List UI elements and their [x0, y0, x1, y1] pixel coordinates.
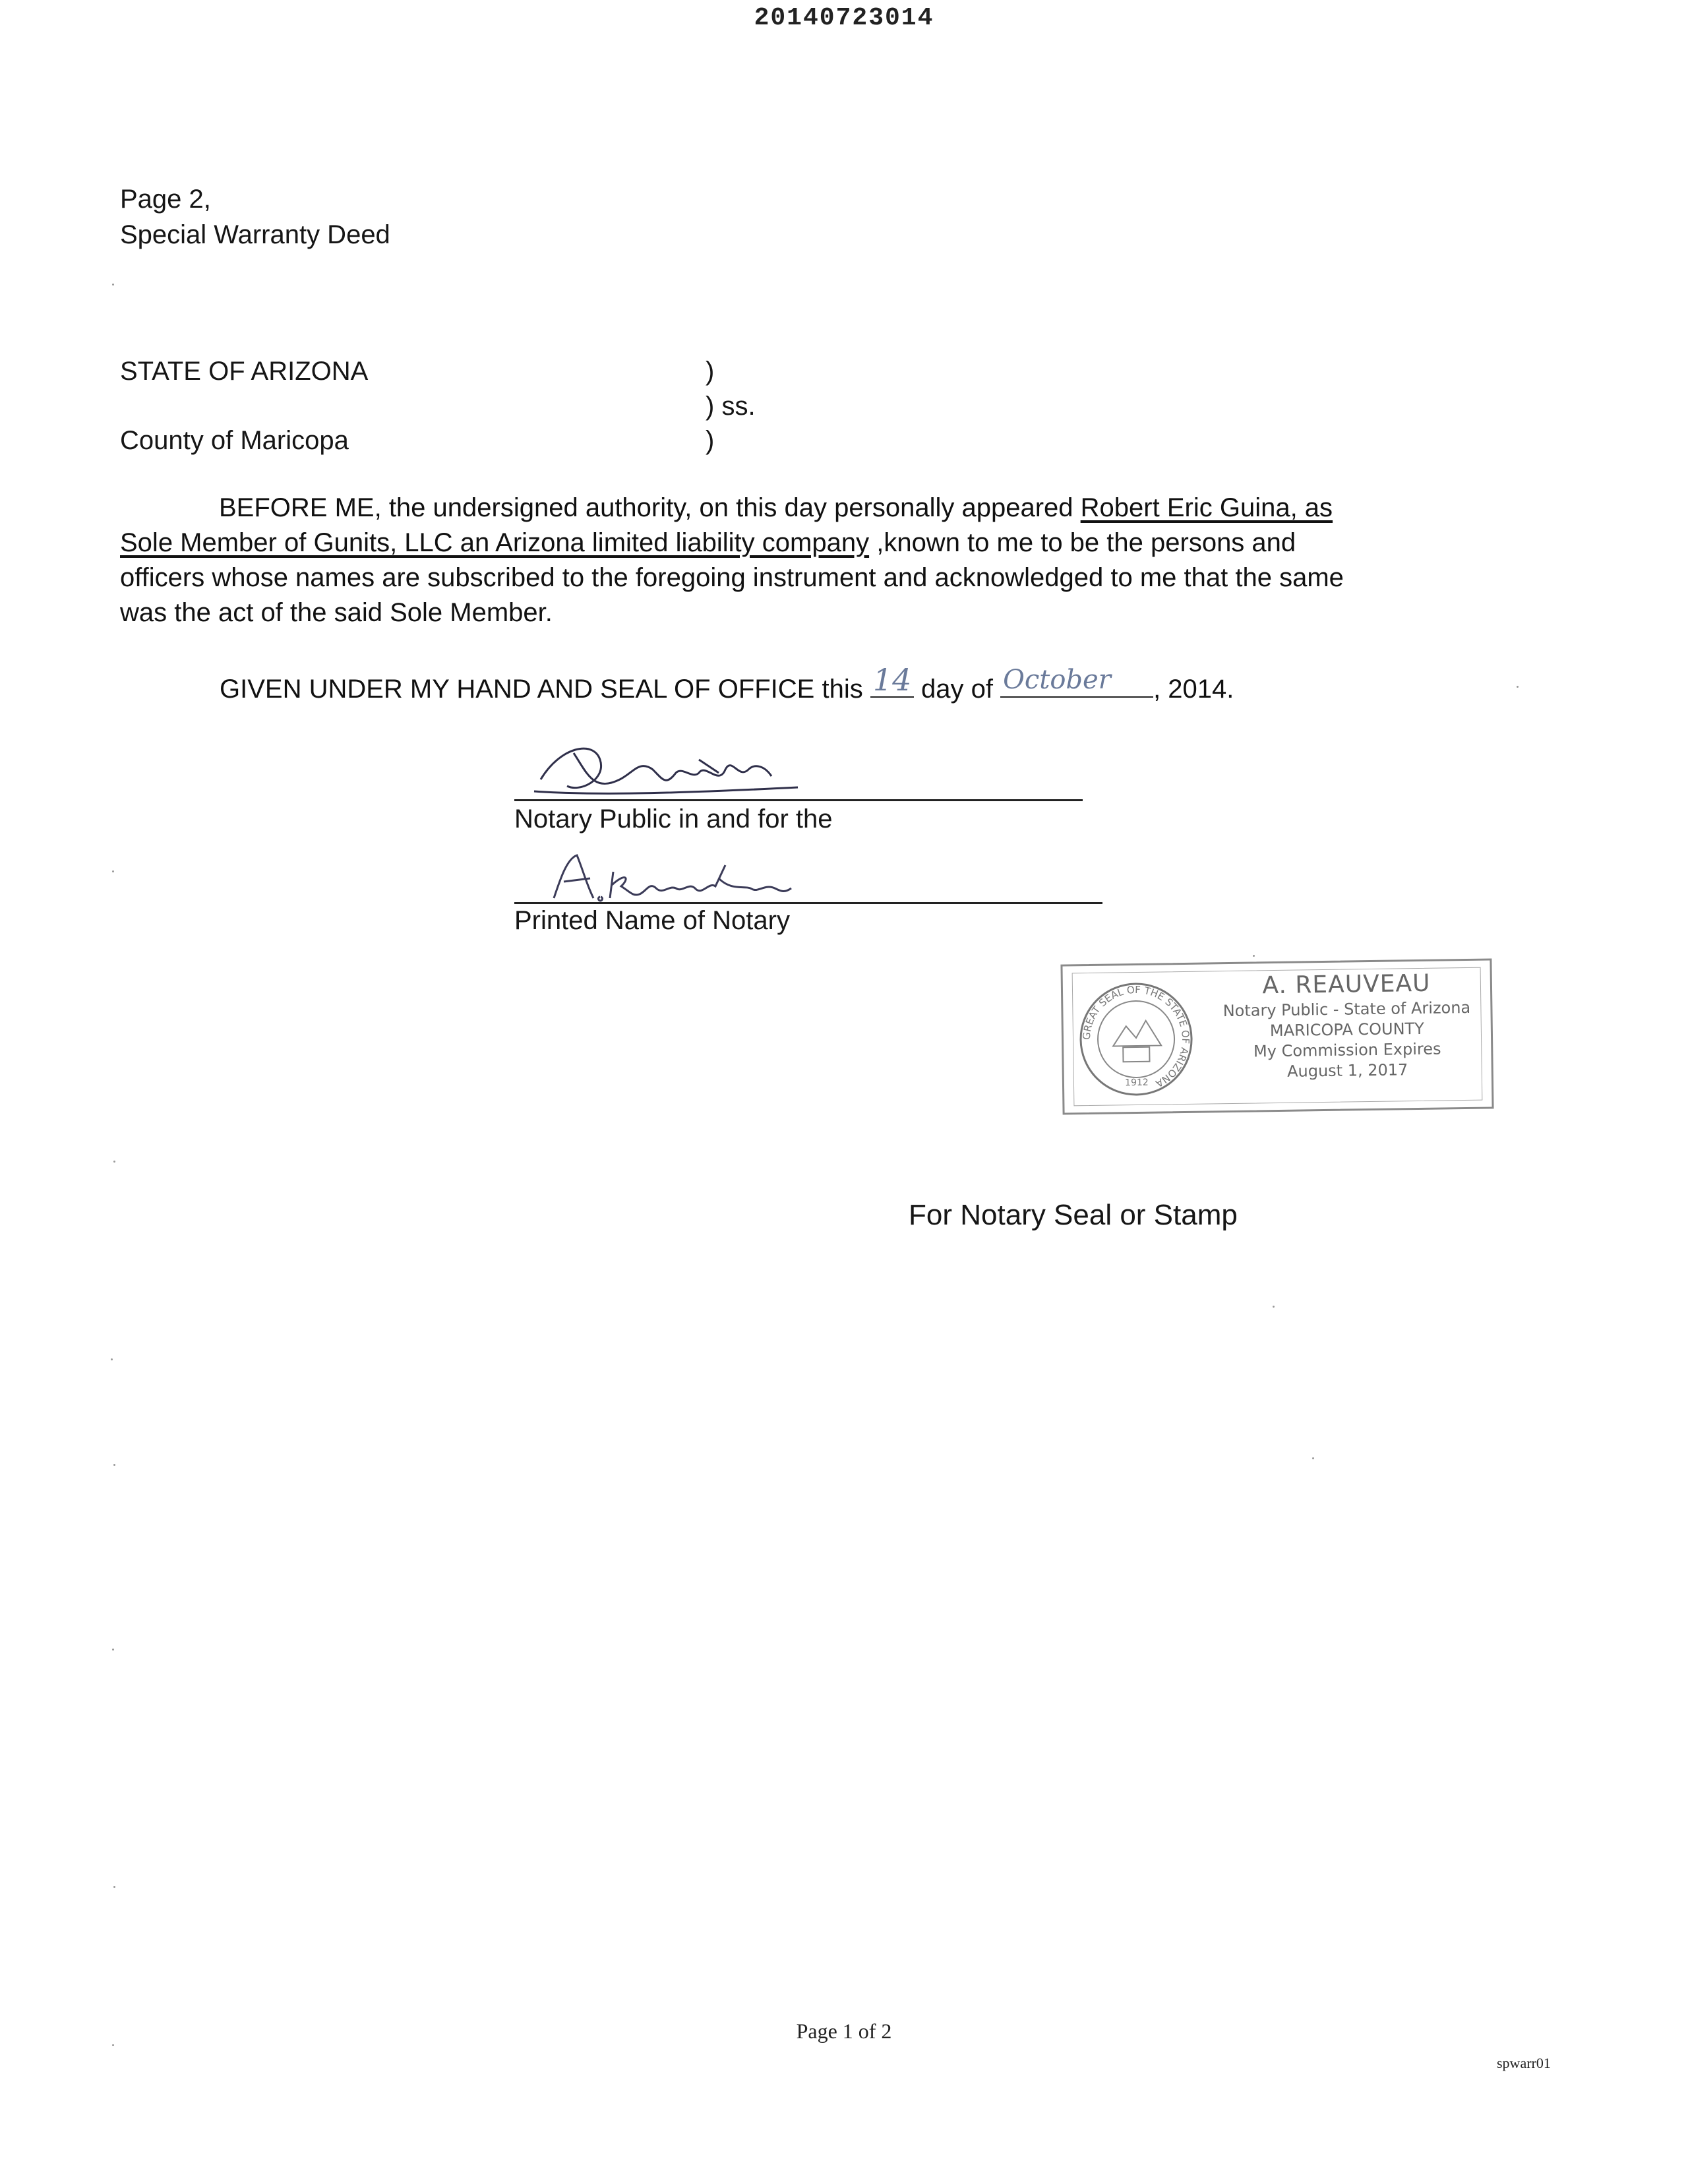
ack-party-line-2: Sole Member of Gunits, LLC an Arizona limited liability company — [120, 528, 870, 557]
stamp-line-2: MARICOPA COUNTY — [1269, 1019, 1425, 1041]
scan-speck — [112, 1649, 114, 1651]
scan-speck — [113, 1886, 115, 1888]
scan-speck — [112, 870, 114, 872]
notary-seal-label: For Notary Seal or Stamp — [909, 1199, 1238, 1231]
day-blank — [870, 663, 914, 698]
ack-rest-2: officers whose names are subscribed to the foregoing instrument and acknowledged to me that the same — [120, 563, 1344, 592]
venue-ss: ss. — [721, 392, 756, 421]
ack-rest-3: was the act of the said Sole Member. — [120, 598, 553, 627]
given-under-hand-line — [220, 663, 1234, 707]
ack-party-line-1: Robert Eric Guina, as — [1080, 493, 1333, 522]
notary-signature-scribble — [521, 733, 811, 806]
scan-speck — [112, 284, 114, 286]
notary-signature-line — [514, 799, 1083, 801]
stamp-notary-name: A. REAUVEAU — [1262, 969, 1431, 1000]
scan-speck — [112, 2044, 114, 2046]
day-handwritten: 14 — [872, 662, 912, 698]
ack-intro: BEFORE ME, the undersigned authority, on this day personally appeared — [219, 493, 1073, 522]
given-suffix: , 2014. — [1153, 675, 1234, 704]
footer-page-number: Page 1 of 2 — [796, 2019, 892, 2043]
notary-stamp-text — [1208, 969, 1486, 1083]
month-blank — [1000, 663, 1153, 698]
acknowledgment-paragraph — [120, 491, 1557, 630]
venue-paren-3: ) — [706, 426, 715, 455]
stamp-line-1: Notary Public - State of Arizona — [1222, 998, 1471, 1021]
footer-form-code: spwarr01 — [1497, 2055, 1551, 2071]
given-middle: day of — [920, 675, 993, 704]
ack-rest-1: ,known to me to be the persons and — [876, 528, 1296, 557]
scan-speck — [1517, 686, 1519, 688]
scan-speck — [1253, 955, 1255, 957]
month-handwritten: October — [1003, 665, 1111, 695]
stamp-line-3: My Commission Expires — [1253, 1039, 1441, 1061]
printed-name-label: Printed Name of Notary — [514, 906, 790, 935]
venue-state: STATE OF ARIZONA — [120, 357, 369, 386]
scan-speck — [1312, 1457, 1314, 1459]
arizona-seal-icon — [1076, 979, 1196, 1099]
scan-speck — [1273, 1306, 1275, 1308]
stamp-line-4: August 1, 2017 — [1286, 1060, 1408, 1081]
notary-public-label: Notary Public in and for the — [514, 804, 833, 834]
scan-speck — [113, 1464, 115, 1466]
notary-signature — [521, 733, 811, 816]
seal-ring-text: GREAT SEAL OF THE STATE OF ARIZONA — [1080, 983, 1192, 1090]
given-prefix: GIVEN UNDER MY HAND AND SEAL OF OFFICE this — [220, 675, 863, 704]
venue-paren-1: ) — [706, 357, 715, 386]
printed-name-line — [514, 902, 1102, 904]
scan-speck — [113, 1161, 115, 1163]
notary-stamp — [1060, 958, 1493, 1114]
seal-year: 1912 — [1125, 1077, 1149, 1089]
venue-paren-2: ) ss. — [706, 392, 756, 421]
venue-county: County of Maricopa — [120, 426, 349, 455]
scan-speck — [111, 1358, 113, 1360]
document-title: Special Warranty Deed — [120, 220, 390, 249]
document-header — [120, 181, 390, 253]
page-reference: Page 2, — [120, 185, 211, 214]
recording-number: 20140723014 — [754, 4, 934, 32]
printed-name-scribble — [547, 845, 824, 909]
